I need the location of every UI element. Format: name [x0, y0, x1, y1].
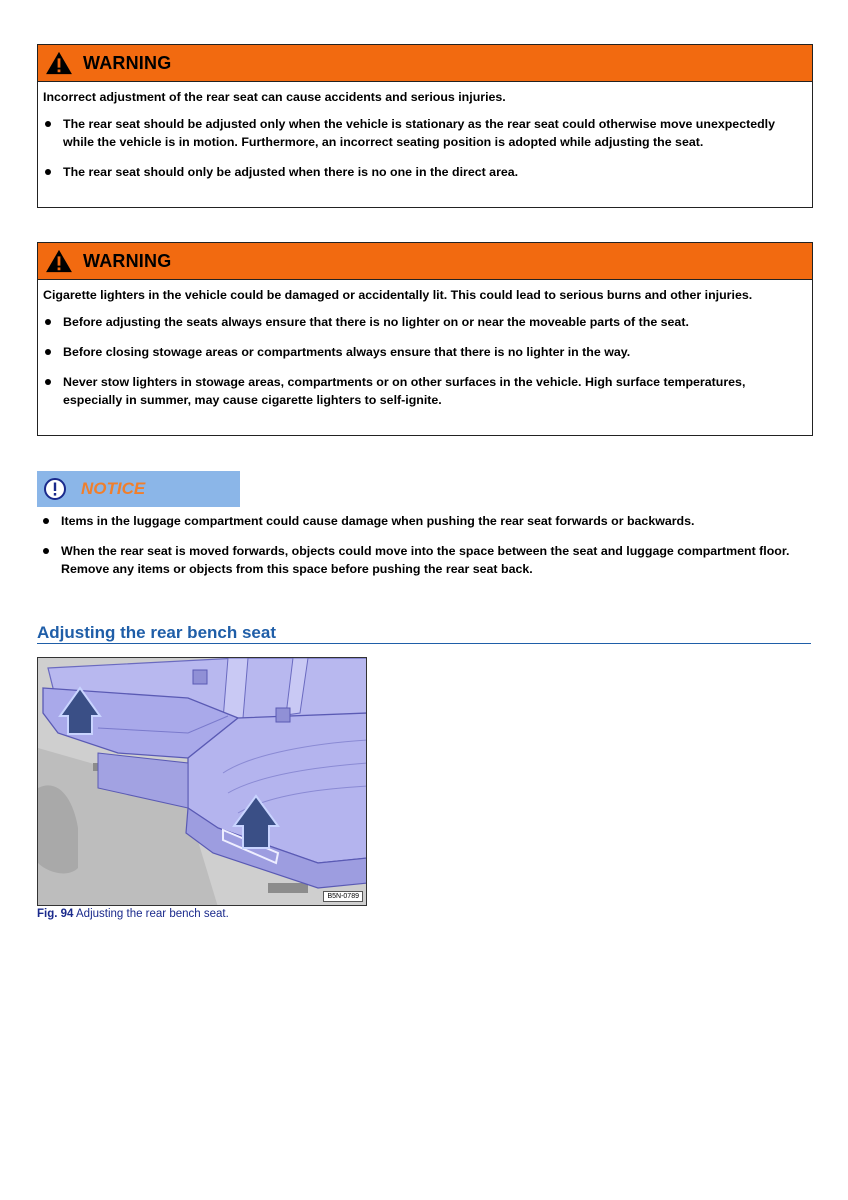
notice-list: [41, 512, 811, 578]
list-item: The rear seat should be adjusted only when the vehicle is stationary as the rear seat could otherwise move unexpectedly while the vehicle is in motion. Furthermore, an incorrect seating position is adopted while adjusting the seat.: [43, 115, 806, 151]
rear-bench-seat-illustration: [38, 658, 367, 906]
notice-header: [37, 471, 240, 507]
warning-intro: Incorrect adjustment of the rear seat can cause accidents and serious injuries.: [43, 90, 506, 104]
warning-triangle-icon: [44, 249, 74, 273]
figure-code-label: B5N-0789: [323, 891, 363, 902]
list-item: When the rear seat is moved forwards, objects could move into the space between the seat and luggage compartment floor. Remove any items or objects from this space before pushing the rear seat back.: [41, 542, 811, 578]
list-item: Items in the luggage compartment could cause damage when pushing the rear seat forwards or backwards.: [41, 512, 811, 530]
list-item: Never stow lighters in stowage areas, compartments or on other surfaces in the vehicle. High surface temperatures, especially in summer, may cause cigarette lighters to self-ignite.: [43, 373, 806, 409]
list-item: Before closing stowage areas or compartments always ensure that there is no lighter in the way.: [43, 343, 806, 361]
exclamation-circle-icon: [43, 477, 67, 501]
figure-caption-text: Adjusting the rear bench seat.: [73, 908, 229, 920]
notice-body: [41, 512, 811, 578]
warning-body: [38, 82, 812, 189]
warning-body: [38, 280, 812, 417]
warning-title: WARNING: [83, 52, 172, 73]
figure-label: Fig. 94: [37, 908, 74, 920]
warning-triangle-icon: [44, 51, 74, 75]
section-heading: Adjusting the rear bench seat: [37, 623, 811, 644]
warning-box-2: [37, 242, 813, 436]
warning-box-1: [37, 44, 813, 208]
list-item: The rear seat should only be adjusted when there is no one in the direct area.: [43, 163, 806, 181]
list-item: Before adjusting the seats always ensure that there is no lighter on or near the moveable parts of the seat.: [43, 313, 806, 331]
warning-list: [43, 115, 806, 181]
notice-title: NOTICE: [81, 479, 146, 498]
warning-header: [38, 45, 812, 82]
warning-header: [38, 243, 812, 280]
rear-seat-figure: [37, 657, 367, 906]
warning-intro: Cigarette lighters in the vehicle could be damaged or accidentally lit. This could lead to serious burns and other injuries.: [43, 288, 753, 302]
figure-caption: [37, 908, 229, 920]
warning-title: WARNING: [83, 250, 172, 271]
warning-list: [43, 313, 806, 409]
